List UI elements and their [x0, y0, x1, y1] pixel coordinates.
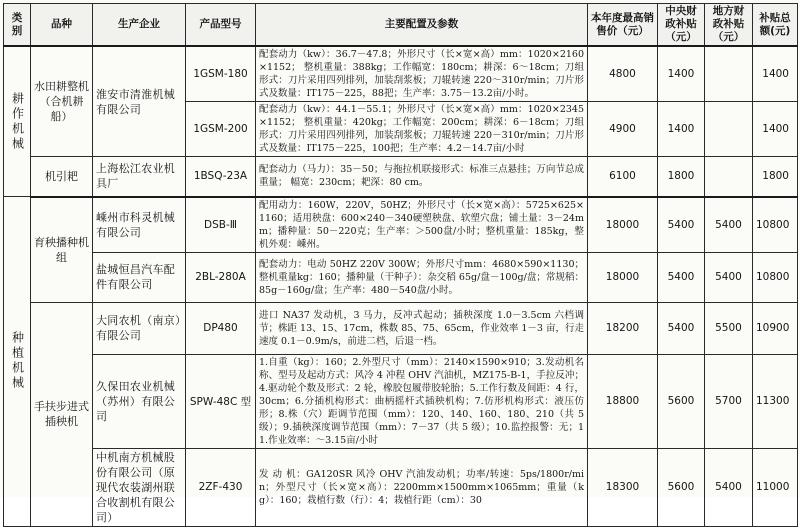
- total-subsidy-cell: 10800: [753, 252, 798, 302]
- total-subsidy-cell: 10800: [753, 197, 798, 253]
- total-subsidy-cell: 1800: [753, 157, 798, 197]
- manufacturer-cell: 盐城恒昌汽车配件有限公司: [93, 252, 186, 302]
- central-subsidy-cell: 1400: [658, 46, 705, 102]
- table-row: [4, 448, 798, 526]
- config-cell: 配套动力（kw）：44.1－55.1；外形尺寸（长×宽×高）mm：1020×2345×1152； 整机重量：420kg；工作幅宽：200cm；耕深：6－18cm；刀组形式：刀片采用四列排列，加装刮浆板；刀辊转速 220－310r/min；刀片形式及数量：IT175－225，100把；生产率：4.2－14.7亩/小时: [256, 102, 588, 157]
- config-cell: 进口 NA37 发动机，3 马力，反冲式起动；插秧深度 1.0－3.5cm 六档调节；株距 13、15、17cm，株数 85、75、65cm，作业效率 1－3 亩，行走速度 0.1－0.9m/s，前进二档，后退一档。: [256, 302, 588, 354]
- header-config: 主要配置及参数: [256, 4, 588, 47]
- max-price-cell: 6100: [588, 157, 658, 197]
- config-cell: 配套动力（马力）：35－50；与拖拉机联接形式：标准三点悬挂；万向节总成重量； 幅宽：230cm；耙深：80 cm。: [256, 157, 588, 197]
- manufacturer-cell: 大同农机（南京）有限公司: [93, 302, 186, 354]
- local-subsidy-cell: 5500: [705, 302, 753, 354]
- max-price-cell: 18000: [588, 252, 658, 302]
- local-subsidy-cell: [705, 157, 753, 197]
- header-local-subsidy: 地方财政补贴（元）: [705, 4, 753, 47]
- model-cell: DSB-Ⅲ: [186, 197, 256, 253]
- variety-seedling-seeder: 育秧播种机组: [31, 197, 93, 303]
- table-row: [4, 46, 798, 102]
- manufacturer-cell: 淮安市清淮机械有限公司: [93, 46, 186, 157]
- local-subsidy-cell: 5700: [705, 354, 753, 448]
- manufacturer-cell: 上海松江农业机具厂: [93, 157, 186, 197]
- model-cell: 1GSM-180: [186, 46, 256, 102]
- central-subsidy-cell: 5400: [658, 252, 705, 302]
- central-subsidy-cell: 1800: [658, 157, 705, 197]
- config-cell: 发 动 机：GA120SR 风冷 OHV 汽油发动机；功率/转速：5ps/1800r/min；外型尺寸（长×宽×高）：2200mm×1500mm×1065mm；重量（kg）：160；栽植行数（行）：4；栽植行距（cm）：30: [256, 448, 588, 526]
- header-max-price: 本年度最高销售价（元）: [588, 4, 658, 47]
- variety-paddy-tiller: 水田耕整机（合机耕船）: [31, 46, 93, 157]
- max-price-cell: 18000: [588, 197, 658, 253]
- total-subsidy-cell: 1400: [753, 102, 798, 157]
- max-price-cell: 18200: [588, 302, 658, 354]
- model-cell: 2BL-280A: [186, 252, 256, 302]
- config-cell: 1.自重（kg）：160；2.外型尺寸（mm）：2140×1590×910；3.发动机名称、型号及起动方式：风冷 4 冲程 OHV 汽油机，MZ175-B-1，手拉反冲；4.驱动轮个数及形式：2 轮，橡胶包履带胶轮胎；5.工作行数及间距：4 行，30cm；6.分插机构形式：曲柄摇杆式插秧机构；7.仿形机构形式：液压仿形；8.株（穴）距调节范围（mm）：120、140、160、180、210（共 5 级）；9.插秧深度调节范围（mm）：7－37（共 5 级）；10.监控报警：无；11.作业效率：～3.15亩/小时: [256, 354, 588, 448]
- max-price-cell: 18300: [588, 448, 658, 526]
- category-tillage: 耕作机械: [4, 46, 31, 197]
- local-subsidy-cell: [705, 46, 753, 102]
- table-row: [4, 354, 798, 448]
- header-category: 类别: [4, 4, 31, 47]
- table-row: [4, 302, 798, 354]
- header-manufacturer: 生产企业: [93, 4, 186, 47]
- category-planting: 种植机械: [4, 197, 31, 527]
- local-subsidy-cell: 5400: [705, 197, 753, 253]
- header-total-subsidy: 补贴总额(元): [753, 4, 798, 47]
- central-subsidy-cell: 1400: [658, 102, 705, 157]
- header-row: [4, 4, 798, 47]
- header-variety: 品种: [31, 4, 93, 47]
- central-subsidy-cell: 5400: [658, 302, 705, 354]
- model-cell: 1GSM-200: [186, 102, 256, 157]
- manufacturer-cell: 久保田农业机械（苏州）有限公司: [93, 354, 186, 448]
- central-subsidy-cell: 5600: [658, 448, 705, 526]
- max-price-cell: 4800: [588, 46, 658, 102]
- manufacturer-cell: 中机南方机械股份有限公司（原现代农装湖州联合收割机有限公司）: [93, 448, 186, 526]
- max-price-cell: 18800: [588, 354, 658, 448]
- variety-transplanter: 手扶步进式插秧机: [31, 302, 93, 526]
- subsidy-table: [3, 3, 798, 527]
- table-row: [4, 157, 798, 197]
- manufacturer-cell: 嵊州市科灵机械有限公司: [93, 197, 186, 253]
- header-model: 产品型号: [186, 4, 256, 47]
- model-cell: DP480: [186, 302, 256, 354]
- model-cell: 1BSQ-23A: [186, 157, 256, 197]
- central-subsidy-cell: 5400: [658, 197, 705, 253]
- total-subsidy-cell: 1400: [753, 46, 798, 102]
- header-central-subsidy: 中央财政补贴（元）: [658, 4, 705, 47]
- model-cell: SPW-48C 型: [186, 354, 256, 448]
- table-row: [4, 197, 798, 253]
- central-subsidy-cell: 5600: [658, 354, 705, 448]
- total-subsidy-cell: 11300: [753, 354, 798, 448]
- config-cell: 配套动力：电动 50HZ 220V 300W；外形尺寸mm：4680×590×1130；整机重量kg：160；播种量（干种子）：杂交稻 65g/盘－100g/盘；常规稻：85g－160g/盘；生产率：480－540盘/小时。: [256, 252, 588, 302]
- config-cell: 配套动力（kw）：36.7－47.8；外形尺寸（长×宽×高）mm：1020×2160×1152； 整机重量：388kg；工作幅宽：180cm；耕深：6～18cm；刀组形式：刀片采用四列排列，加装刮浆板；刀辊转速 220～310r/min；刀片形式及数量：IT175－225，88把；生产率：3.75－13.2亩/小时。: [256, 46, 588, 102]
- max-price-cell: 4900: [588, 102, 658, 157]
- table-row: [4, 252, 798, 302]
- local-subsidy-cell: 5400: [705, 252, 753, 302]
- local-subsidy-cell: [705, 102, 753, 157]
- total-subsidy-cell: 11000: [753, 448, 798, 526]
- variety-harrow: 机引耙: [31, 157, 93, 197]
- config-cell: 配用动力：160W，220V，50HZ；外形尺寸（长×宽×高）：5725×625×1160；适用秧盘：600×240－340硬塑秧盘、软塑穴盘；铺土量：3－24mm；播种量：50－220克；生产率：＞500盘/小时；整机重量：185kg，整机外观：嵊州。: [256, 197, 588, 253]
- total-subsidy-cell: 10900: [753, 302, 798, 354]
- model-cell: 2ZF-430: [186, 448, 256, 526]
- local-subsidy-cell: 5400: [705, 448, 753, 526]
